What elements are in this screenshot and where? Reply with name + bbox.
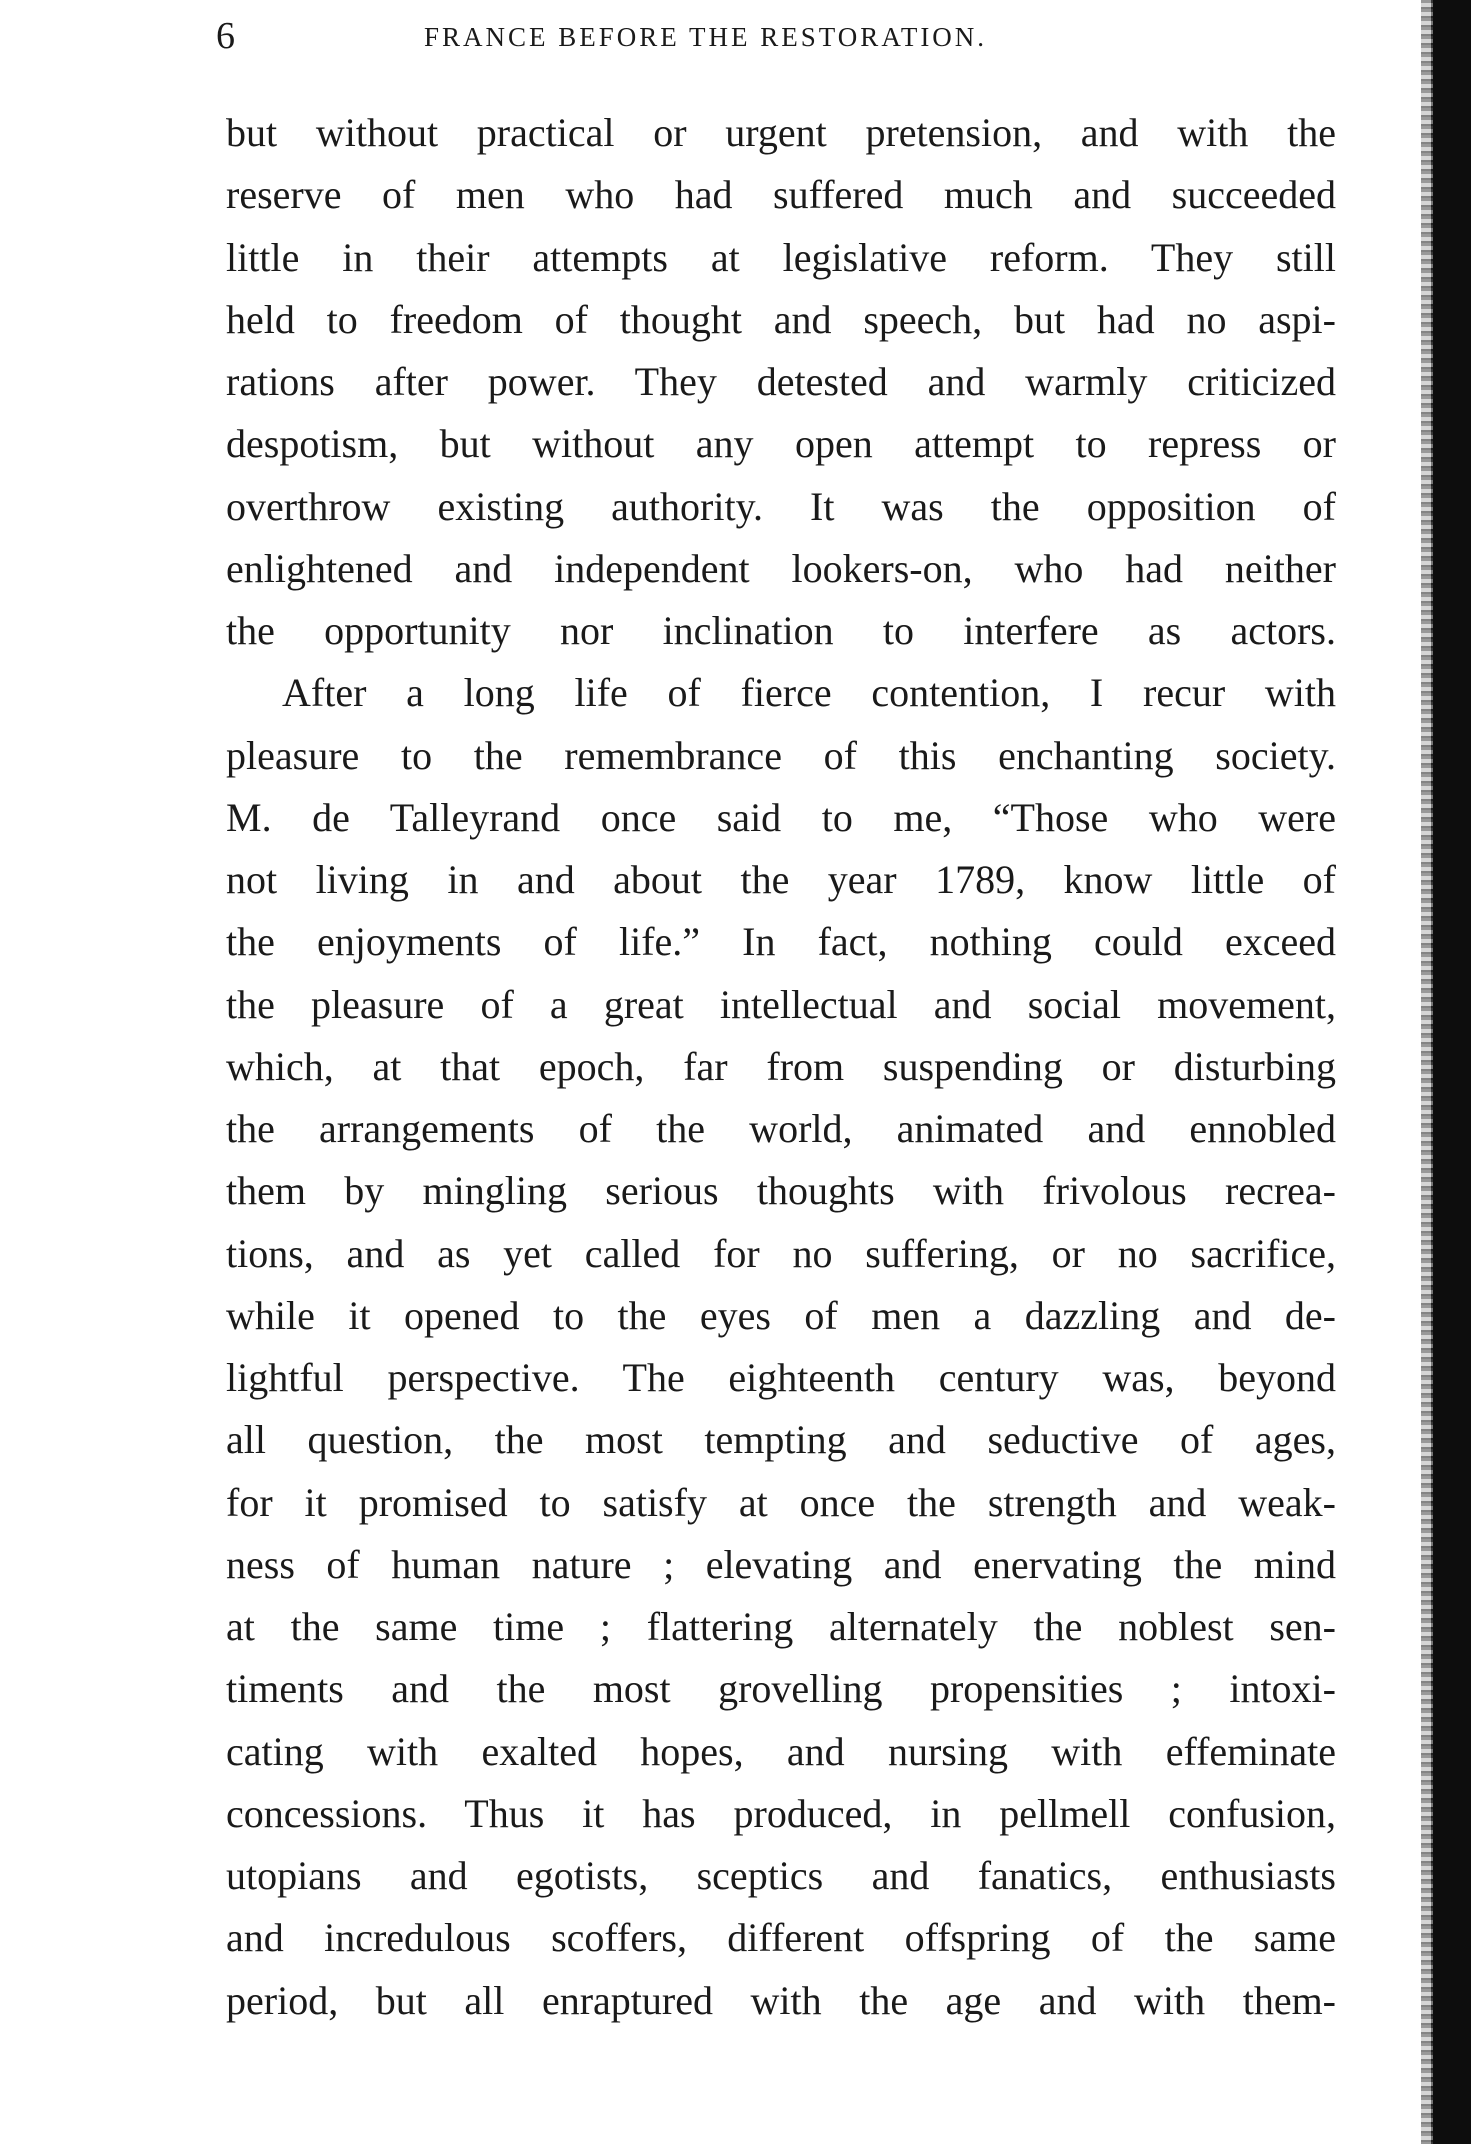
text-line: at the same time ; flattering alternately the noblest sen- [226, 1604, 1336, 1649]
text-line: while it opened to the eyes of men a dazzling and de- [226, 1292, 1336, 1338]
text-line: timents and the most grovelling propensities ; intoxi- [226, 1666, 1336, 1712]
text-line: little in their attempts at legislative reform. They still [226, 234, 1336, 280]
body-text [226, 108, 1336, 2038]
text-line: all question, the most tempting and seductive of ages, [226, 1417, 1336, 1463]
page-number: 6 [216, 15, 235, 57]
text-line: ness of human nature ; elevating and enervating the mind [226, 1541, 1336, 1587]
text-line: for it promised to satisfy at once the strength and weak- [226, 1479, 1336, 1525]
text-line: reserve of men who had suffered much and succeeded [226, 172, 1336, 218]
text-line: After a long life of fierce contention, I recur with [282, 670, 1336, 716]
text-line: the pleasure of a great intellectual and social movement, [226, 981, 1336, 1027]
text-line: but without practical or urgent pretension, and with the [226, 110, 1336, 155]
text-line: not living in and about the year 1789, know little of [226, 857, 1336, 902]
text-line: held to freedom of thought and speech, but had no aspi- [226, 296, 1336, 342]
running-title: FRANCE BEFORE THE RESTORATION. [424, 22, 988, 52]
text-line: which, at that epoch, far from suspending or disturbing [226, 1043, 1336, 1089]
text-line: the opportunity nor inclination to interfere as actors. [226, 608, 1336, 653]
text-line: pleasure to the remembrance of this enchanting society. [226, 732, 1336, 778]
text-line: enlightened and independent lookers-on, who had neither [226, 545, 1336, 591]
text-line: lightful perspective. The eighteenth century was, beyond [226, 1355, 1336, 1400]
text-line: M. de Talleyrand once said to me, “Those who were [226, 794, 1336, 840]
text-line: utopians and egotists, sceptics and fanatics, enthusiasts [226, 1853, 1336, 1898]
scan-edge [1431, 0, 1471, 2144]
text-line: cating with exalted hopes, and nursing with effeminate [226, 1728, 1336, 1774]
text-line: period, but all enraptured with the age and with them- [226, 1977, 1336, 2023]
text-line: despotism, but without any open attempt to repress or [226, 421, 1336, 467]
text-line: concessions. Thus it has produced, in pellmell confusion, [226, 1790, 1336, 1836]
text-line: rations after power. They detested and warmly criticized [226, 359, 1336, 404]
text-line: overthrow existing authority. It was the opposition of [226, 483, 1336, 529]
text-line: them by mingling serious thoughts with frivolous recrea- [226, 1168, 1336, 1214]
text-line: the arrangements of the world, animated and ennobled [226, 1106, 1336, 1151]
text-line: and incredulous scoffers, different offspring of the same [226, 1915, 1336, 1961]
text-line: the enjoyments of life.” In fact, nothing could exceed [226, 919, 1336, 965]
text-line: tions, and as yet called for no suffering, or no sacrifice, [226, 1230, 1336, 1276]
